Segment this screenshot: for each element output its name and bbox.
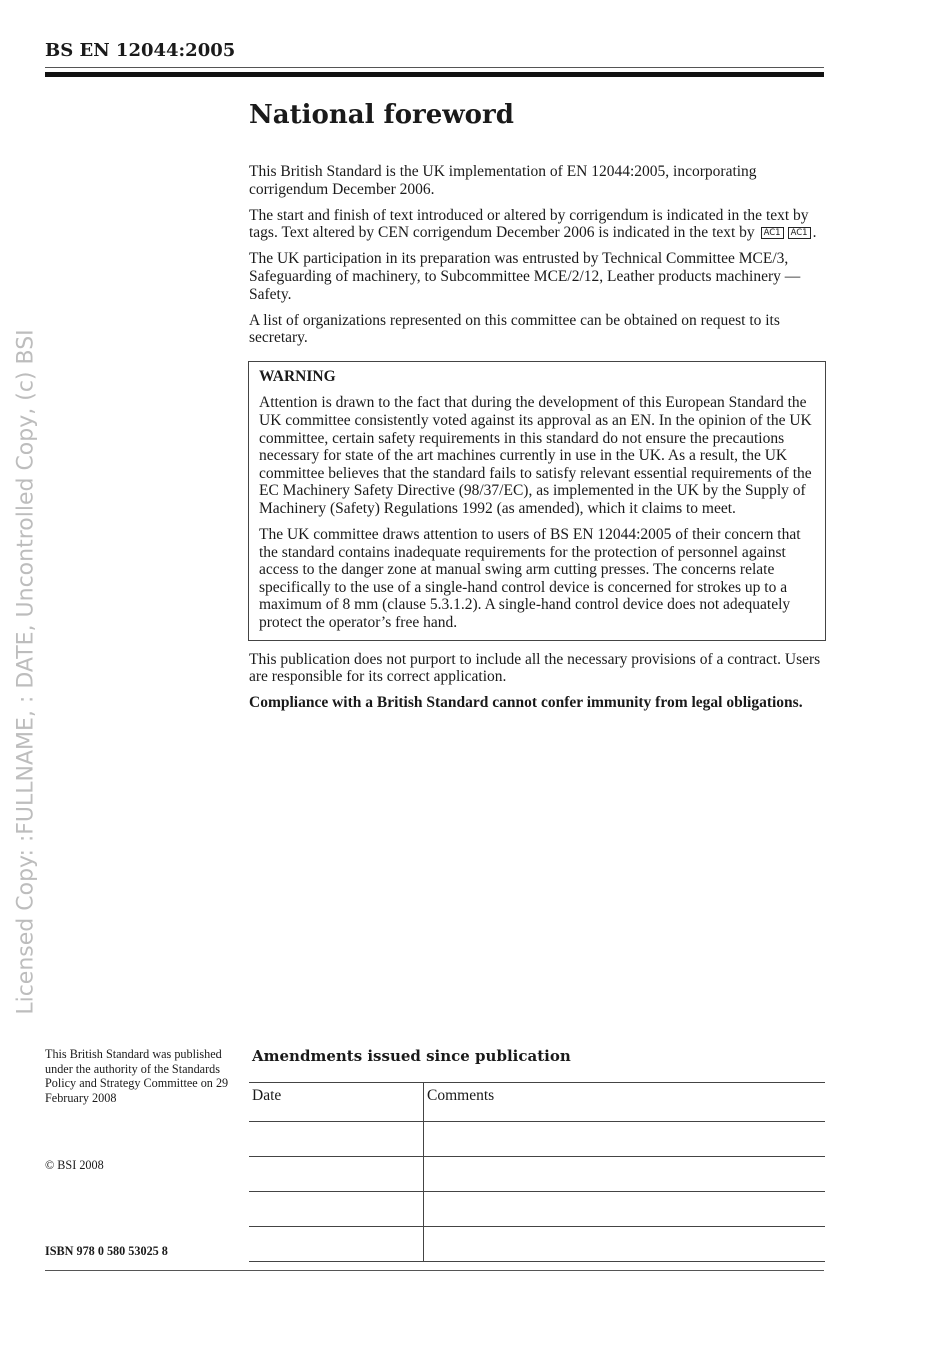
page-title: National foreword <box>249 100 514 130</box>
amendments-table <box>249 1082 825 1262</box>
header-thin-rule <box>45 67 824 68</box>
table-row <box>249 1122 825 1157</box>
warning-heading: WARNING <box>259 367 336 385</box>
document-code: BS EN 12044:2005 <box>45 40 236 61</box>
table-cell-date <box>249 1157 424 1192</box>
column-header-comments: Comments <box>424 1083 826 1122</box>
corrigendum-text: The start and finish of text introduced or altered by corrigendum is indicated in the text by tags. Text altered by CEN corrigendum December 2006 is indicated in the text by <box>249 206 809 242</box>
column-header-date: Date <box>249 1083 424 1122</box>
ac-close-tag-icon: AC1 <box>788 227 811 239</box>
corrigendum-period: . <box>812 224 817 242</box>
footer-rule <box>45 1270 824 1271</box>
paragraph-provisions: This publication does not purport to include all the necessary provisions of a contract. Users are responsible for its correct application. <box>249 650 821 686</box>
publication-note: This British Standard was published under the authority of the Standards Policy and Strategy Committee on 29 February 2008 <box>45 1047 229 1105</box>
warning-paragraph-2: The UK committee draws attention to users of BS EN 12044:2005 of their concern that the standard contains inadequate requirements for the protection of personnel against access to the danger zone at manual swing arm cutting presses. The concerns relate specifically to the use of a single-hand control device is concerned for strokes up to a maximum of 8 mm (clause 5.3.1.2). A single-hand control device does not adequately protect the operator’s free hand. <box>259 526 801 632</box>
compliance-statement: Compliance with a British Standard cannot confer immunity from legal obligations. <box>249 694 803 712</box>
header-thick-rule <box>45 72 824 77</box>
license-watermark: Licensed Copy: :FULLNAME, : DATE, Uncontrolled Copy, (c) BSI <box>13 329 39 1015</box>
table-cell-comments <box>424 1122 826 1157</box>
amendments-title: Amendments issued since publication <box>252 1047 571 1065</box>
copyright-notice: © BSI 2008 <box>45 1158 104 1172</box>
table-cell-date <box>249 1192 424 1227</box>
table-row <box>249 1227 825 1262</box>
paragraph-participation: The UK participation in its preparation was entrusted by Technical Committee MCE/3, Safeguarding of machinery, to Subcommittee MCE/2/12, Leather products machinery — Safety. <box>249 250 801 303</box>
paragraph-implementation: This British Standard is the UK implementation of EN 12044:2005, incorporating corrigendum December 2006. <box>249 163 757 198</box>
table-cell-date <box>249 1122 424 1157</box>
warning-paragraph-1: Attention is drawn to the fact that during the development of this European Standard the UK committee consistently voted against its approval as an EN. In the opinion of the UK committee, certain safety requirements in this standard do not ensure the precautions necessary for state of the art machines currently in use in the UK. As a result, the UK committee believes that the standard fails to satisfy relevant essential requirements of the EC Machinery Safety Directive (98/37/EC), as implemented in the UK by the Supply of Machinery (Safety) Regulations 1992 (as amended), which it claims to meet. <box>259 394 812 517</box>
table-cell-comments <box>424 1192 826 1227</box>
table-cell-comments <box>424 1157 826 1192</box>
table-row <box>249 1192 825 1227</box>
paragraph-organizations: A list of organizations represented on this committee can be obtained on request to its secretary. <box>249 311 780 347</box>
isbn-number: ISBN 978 0 580 53025 8 <box>45 1244 168 1258</box>
warning-box <box>248 361 826 641</box>
table-row <box>249 1157 825 1192</box>
ac-open-tag-icon: AC1 <box>761 227 784 239</box>
paragraph-corrigendum-tags <box>249 207 826 242</box>
table-cell-date <box>249 1227 424 1262</box>
table-header-row <box>249 1083 825 1122</box>
foreword-body <box>249 163 826 720</box>
table-cell-comments <box>424 1227 826 1262</box>
